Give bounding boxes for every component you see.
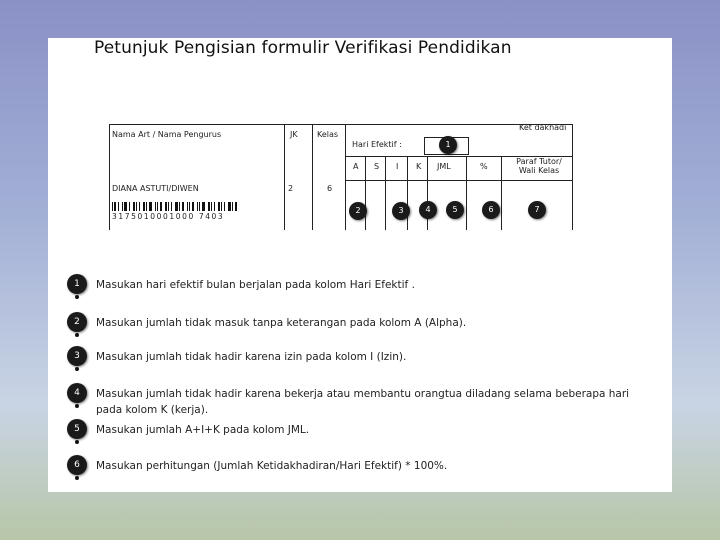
bullet-dot xyxy=(75,440,79,444)
barcode-bar xyxy=(118,202,119,211)
divider-a xyxy=(365,156,366,230)
page-title: Petunjuk Pengisian formulir Verifikasi Pendidikan xyxy=(94,38,512,58)
bullet-dot xyxy=(75,367,79,371)
sub-s: S xyxy=(374,162,380,171)
barcode-bar xyxy=(189,202,190,211)
barcode-bar xyxy=(129,202,130,211)
step-text: Masukan jumlah tidak hadir karena bekerja atau membantu orangtua diladang selama beberapa hari pada kolom K (kerja). xyxy=(96,388,630,416)
barcode-bar xyxy=(232,202,233,211)
bullet-dot xyxy=(75,333,79,337)
barcode-bar xyxy=(155,202,156,211)
barcode-bar xyxy=(165,202,167,211)
row-jk: 2 xyxy=(288,184,294,193)
step-number-badge: 4 xyxy=(67,383,87,403)
slide-page xyxy=(48,38,672,492)
barcode-bar xyxy=(192,202,194,211)
form-badge-1: 1 xyxy=(439,136,457,154)
step-number-badge: 3 xyxy=(67,346,87,366)
barcode-bar xyxy=(182,202,184,211)
divider-ket xyxy=(345,124,346,230)
step-text: Masukan jumlah tidak masuk tanpa keterangan pada kolom A (Alpha). xyxy=(96,317,467,329)
barcode-bar xyxy=(175,202,178,211)
col-jk-header: JK xyxy=(290,130,298,139)
barcode-bar xyxy=(133,202,135,211)
col-kelas-header: Kelas xyxy=(317,130,339,139)
barcode-bar xyxy=(218,202,220,211)
barcode-bar xyxy=(124,202,127,211)
barcode-bar xyxy=(199,202,200,211)
divider-jk xyxy=(284,124,285,230)
bullet-dot xyxy=(75,295,79,299)
form-table-image xyxy=(109,124,573,230)
step-number-badge: 1 xyxy=(67,274,87,294)
barcode-bar xyxy=(208,202,210,211)
barcode-bar xyxy=(146,202,147,211)
barcode-bar xyxy=(157,202,158,211)
bullet-dot xyxy=(75,476,79,480)
divider-kelas xyxy=(312,124,313,230)
divider-jml xyxy=(466,156,467,230)
table-right-border xyxy=(572,124,573,230)
hari-efektif-label: Hari Efektif : xyxy=(352,140,402,149)
barcode-bar xyxy=(214,202,215,211)
barcode-bar xyxy=(149,202,152,211)
barcode-bar xyxy=(202,202,205,211)
sub-jml: JML xyxy=(437,162,451,171)
barcode-bar xyxy=(168,202,169,211)
step-number-badge: 6 xyxy=(67,455,87,475)
row-kelas: 6 xyxy=(327,184,333,193)
sub-pct: % xyxy=(480,162,488,171)
ket-header: Ket dakhadi xyxy=(519,123,567,132)
step-text: Masukan jumlah tidak hadir karena izin pada kolom I (Izin). xyxy=(96,351,407,363)
barcode-bar xyxy=(197,202,198,211)
barcode-bar xyxy=(143,202,145,211)
barcode-bar xyxy=(160,202,162,211)
form-badge-2: 2 xyxy=(349,202,367,220)
form-badge-5: 5 xyxy=(446,201,464,219)
step-text: Masukan jumlah A+I+K pada kolom JML. xyxy=(96,424,310,436)
subheader-bottom-line xyxy=(345,180,573,181)
barcode-bar xyxy=(114,202,116,211)
barcode-bar xyxy=(211,202,212,211)
sub-i: I xyxy=(396,162,399,171)
barcode-bar xyxy=(228,202,231,211)
barcode-bar xyxy=(122,202,123,211)
barcode-bar xyxy=(171,202,172,211)
barcode-bar xyxy=(187,202,188,211)
step-number-badge: 5 xyxy=(67,419,87,439)
barcode-image xyxy=(112,202,252,211)
barcode-digits: 3175010001000 7403 xyxy=(112,212,225,221)
sub-paraf: Paraf Tutor/ Wali Kelas xyxy=(516,157,562,175)
step-text: Masukan perhitungan (Jumlah Ketidakhadiran/Hari Efektif) * 100%. xyxy=(96,460,448,472)
table-left-border xyxy=(109,124,110,230)
form-badge-7: 7 xyxy=(528,201,546,219)
barcode-bar xyxy=(235,202,237,211)
sub-k: K xyxy=(416,162,422,171)
table-top-border xyxy=(109,124,573,125)
form-badge-3: 3 xyxy=(392,202,410,220)
row-name: DIANA ASTUTI/DIWEN xyxy=(112,184,199,193)
form-badge-6: 6 xyxy=(482,201,500,219)
sub-a: A xyxy=(353,162,359,171)
step-number-badge: 2 xyxy=(67,312,87,332)
barcode-bar xyxy=(112,202,113,211)
barcode-bar xyxy=(139,202,140,211)
bullet-dot xyxy=(75,404,79,408)
divider-s xyxy=(385,156,386,230)
barcode-bar xyxy=(179,202,180,211)
form-badge-4: 4 xyxy=(419,201,437,219)
divider-pct xyxy=(501,156,502,230)
step-text: Masukan hari efektif bulan berjalan pada kolom Hari Efektif . xyxy=(96,279,415,291)
barcode-bar xyxy=(136,202,137,211)
col-nama-header: Nama Art / Nama Pengurus xyxy=(112,130,222,139)
barcode-bar xyxy=(224,202,225,211)
barcode-bar xyxy=(221,202,222,211)
divider-i xyxy=(407,156,408,230)
